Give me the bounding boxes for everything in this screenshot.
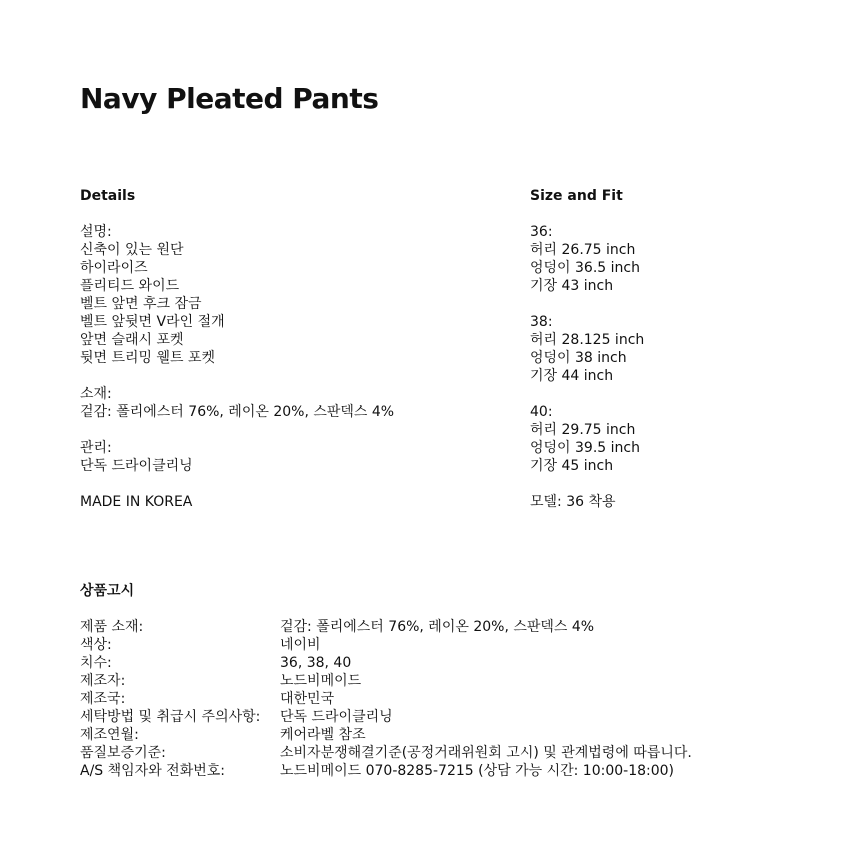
size-length: 기장 43 inch	[530, 278, 614, 294]
spacer	[530, 385, 830, 403]
size-length: 기장 45 inch	[530, 458, 614, 474]
size-label: 38:	[530, 314, 553, 330]
notice-label: 치수:	[80, 655, 112, 671]
spacer	[80, 367, 500, 385]
notice-row	[80, 726, 820, 744]
size-waist: 허리 29.75 inch	[530, 422, 636, 438]
spacer	[80, 475, 500, 493]
notice-value: 겉감: 폴리에스터 76%, 레이온 20%, 스판덱스 4%	[280, 619, 595, 635]
notice-row	[80, 618, 820, 636]
notice-value: 네이비	[280, 637, 321, 653]
size-waist: 허리 28.125 inch	[530, 332, 645, 348]
notice-value: 36, 38, 40	[280, 655, 352, 671]
care-value: 단독 드라이클리닝	[80, 458, 193, 474]
material-label: 소재:	[80, 386, 112, 402]
description-line: 벨트 앞뒷면 V라인 절개	[80, 314, 225, 330]
description-line: 벨트 앞면 후크 잠금	[80, 296, 202, 312]
notice-value: 케어라벨 참조	[280, 727, 366, 743]
notice-label: 품질보증기준:	[80, 745, 166, 761]
notice-label: A/S 책임자와 전화번호:	[80, 763, 225, 779]
notice-heading: 상품고시	[80, 583, 135, 599]
spacer	[530, 295, 830, 313]
details-heading: Details	[80, 188, 136, 204]
model-note: 모델: 36 착용	[530, 494, 616, 510]
size-length: 기장 44 inch	[530, 368, 614, 384]
description-line: 신축이 있는 원단	[80, 242, 184, 258]
notice-label: 제조연월:	[80, 727, 139, 743]
size-label: 40:	[530, 404, 553, 420]
size-label: 36:	[530, 224, 553, 240]
description-label: 설명:	[80, 224, 112, 240]
notice-label: 세탁방법 및 취급시 주의사항:	[80, 709, 261, 725]
notice-row	[80, 672, 820, 690]
notice-row	[80, 744, 820, 762]
notice-row	[80, 654, 820, 672]
notice-value: 대한민국	[280, 691, 335, 707]
details-section	[80, 187, 500, 511]
description-line: 플리티드 와이드	[80, 278, 180, 294]
size-hip: 엉덩이 36.5 inch	[530, 260, 640, 276]
notice-label: 제품 소재:	[80, 619, 144, 635]
notice-row	[80, 690, 820, 708]
description-line: 하이라이즈	[80, 260, 148, 276]
product-title: Navy Pleated Pants	[80, 82, 379, 115]
size-waist: 허리 26.75 inch	[530, 242, 636, 258]
origin-text: MADE IN KOREA	[80, 494, 193, 510]
spacer	[530, 475, 830, 493]
notice-label: 제조국:	[80, 691, 126, 707]
material-value: 겉감: 폴리에스터 76%, 레이온 20%, 스판덱스 4%	[80, 404, 395, 420]
notice-row	[80, 636, 820, 654]
notice-value: 노드비메이드 070-8285-7215 (상담 가능 시간: 10:00-18:00)	[280, 763, 675, 779]
size-hip: 엉덩이 38 inch	[530, 350, 627, 366]
size-hip: 엉덩이 39.5 inch	[530, 440, 640, 456]
notice-row	[80, 762, 820, 780]
notice-value: 단독 드라이클리닝	[280, 709, 393, 725]
notice-value: 소비자분쟁해결기준(공정거래위원회 고시) 및 관계법령에 따릅니다.	[280, 745, 692, 761]
size-fit-heading: Size and Fit	[530, 188, 623, 204]
notice-value: 노드비메이드	[280, 673, 362, 689]
description-line: 앞면 슬래시 포켓	[80, 332, 184, 348]
notice-label: 제조자:	[80, 673, 126, 689]
notice-row	[80, 708, 820, 726]
notice-label: 색상:	[80, 637, 112, 653]
description-line: 뒷면 트리밍 웰트 포켓	[80, 350, 216, 366]
care-label: 관리:	[80, 440, 112, 456]
size-fit-section	[530, 187, 830, 511]
spacer	[80, 421, 500, 439]
product-notice-section	[80, 582, 820, 780]
